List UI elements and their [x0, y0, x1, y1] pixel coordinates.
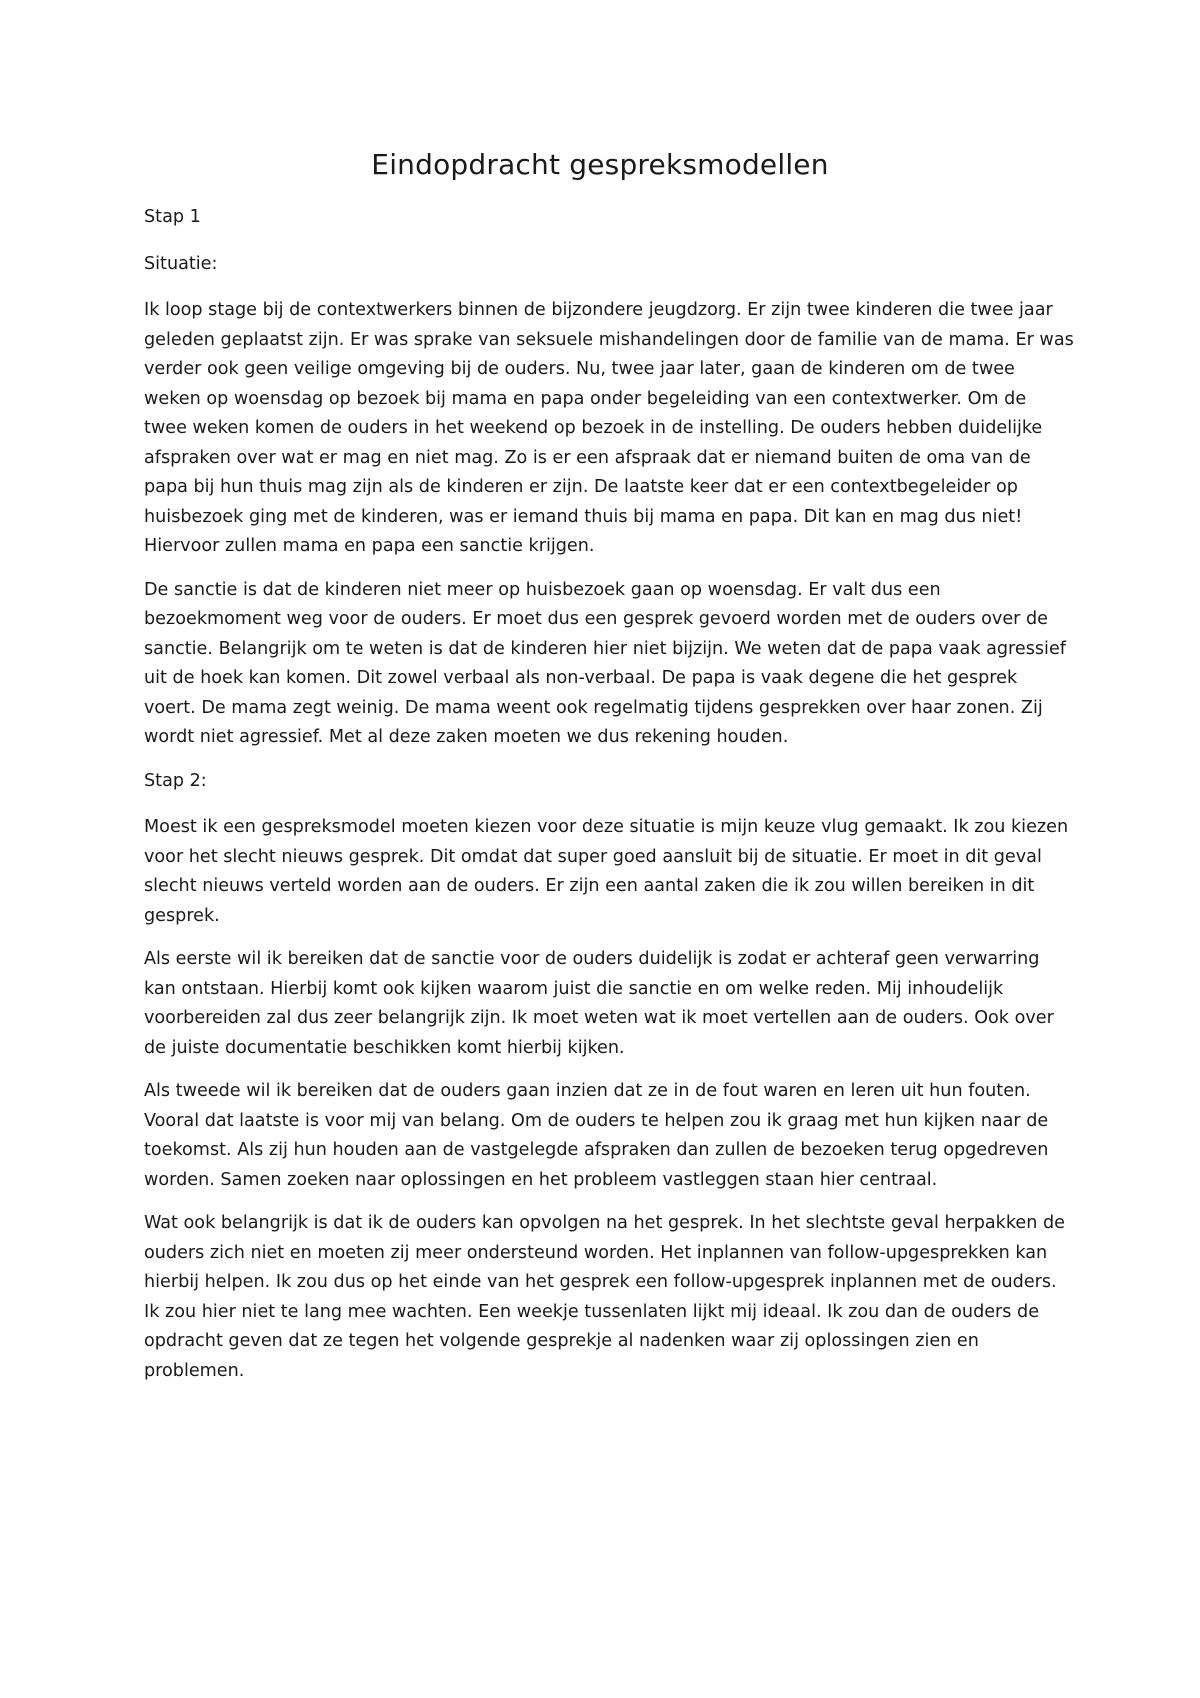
paragraph-follow-up: Wat ook belangrijk is dat ik de ouders kan opvolgen na het gesprek. In het slechtste geval herpakken de ouders zich niet en moeten zij meer ondersteund worden. Het inplannen van follow-upgesprekken kan hierbij helpen. Ik zou dus op het einde van het gesprek een follow-upgesprek inplannen met de ouders. Ik zou hier niet te lang mee wachten. Een weekje tussenlaten lijkt mij ideaal. Ik zou dan de ouders de opdracht geven dat ze tegen het volgende gesprekje al nadenken waar zij oplossingen zien en problemen. — [144, 1213, 1065, 1381]
section-heading-stap-2: Stap 2: — [144, 770, 207, 791]
paragraph-first-goal: Als eerste wil ik bereiken dat de sanctie voor de ouders duidelijk is zodat er achteraf geen verwarring kan ontstaan. Hierbij komt ook kijken waarom juist die sanctie en om welke reden. Mij inhoudelijk voorbereiden zal dus zeer belangrijk zijn. Ik moet weten wat ik moet vertellen aan de ouders. Ook over de juiste documentatie beschikken komt hierbij kijken. — [144, 949, 1054, 1058]
paragraph-sanction: De sanctie is dat de kinderen niet meer op huisbezoek gaan op woensdag. Er valt dus een bezoekmoment weg voor de ouders. Er moet dus een gesprek gevoerd worden met de ouders over de sanctie. Belangrijk om te weten is dat de kinderen hier niet bijzijn. We weten dat de papa vaak agressief uit de hoek kan komen. Dit zowel verbaal als non-verbaal. De papa is vaak degene die het gesprek voert. De mama zegt weinig. De mama weent ook regelmatig tijdens gesprekken over haar zonen. Zij wordt niet agressief. Met al deze zaken moeten we dus rekening houden. — [144, 579, 1066, 747]
document-title: Eindopdracht gespreksmodellen — [371, 148, 829, 181]
document-body — [144, 203, 1074, 1400]
section-heading-stap-1: Stap 1 — [144, 207, 201, 227]
paragraph-second-goal: Als tweede wil ik bereiken dat de ouders gaan inzien dat ze in de fout waren en leren uit hun fouten. Vooral dat laatste is voor mij van belang. Om de ouders te helpen zou ik graag met hun kijken naar de toekomst. Als zij hun houden aan de vastgelegde afspraken dan zullen de bezoeken terug opgedreven worden. Samen zoeken naar oplossingen en het probleem vastleggen staan hier centraal. — [144, 1081, 1049, 1190]
paragraph-model-choice: Moest ik een gespreksmodel moeten kiezen voor deze situatie is mijn keuze vlug gemaakt. Ik zou kiezen voor het slecht nieuws gesprek. Dit omdat dat super goed aansluit bij de situatie. Er moet in dit geval slecht nieuws verteld worden aan de ouders. Er zijn een aantal zaken die ik zou willen bereiken in dit gesprek. — [144, 817, 1069, 926]
subheading-situatie: Situatie: — [144, 253, 218, 274]
paragraph-situation-description: Ik loop stage bij de contextwerkers binnen de bijzondere jeugdzorg. Er zijn twee kinderen die twee jaar geleden geplaatst zijn. Er was sprake van seksuele mishandelingen door de familie van de mama. Er was verder ook geen veilige omgeving bij de ouders. Nu, twee jaar later, gaan de kinderen om de twee weken op woensdag op bezoek bij mama en papa onder begeleiding van een contextwerker. Om de twee weken komen de ouders in het weekend op bezoek in de instelling. De ouders hebben duidelijke afspraken over wat er mag en niet mag. Zo is er een afspraak dat er niemand buiten de oma van de papa bij hun thuis mag zijn als de kinderen er zijn. De laatste keer dat er een contextbegeleider op huisbezoek ging met de kinderen, was er iemand thuis bij mama en papa. Dit kan en mag dus niet! Hiervoor zullen mama en papa een sanctie krijgen. — [144, 300, 1074, 556]
